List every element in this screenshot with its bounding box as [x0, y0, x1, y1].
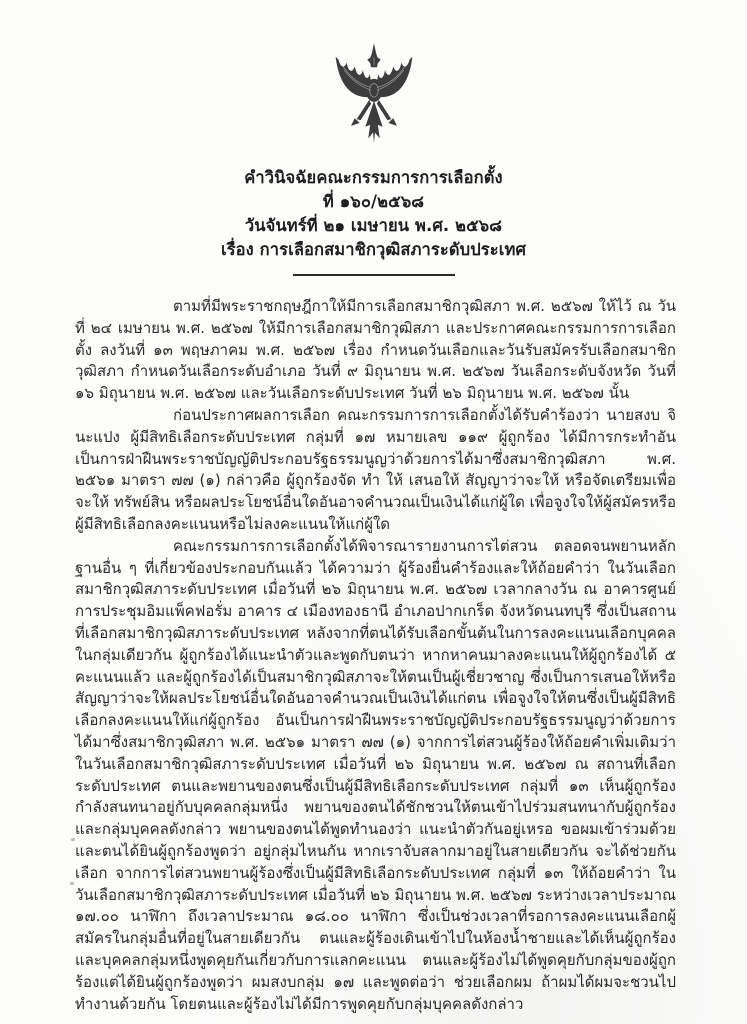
title-line-date: วันจันทร์ที่ ๒๑ เมษายน พ.ศ. ๒๕๖๘ — [244, 216, 503, 235]
scan-speck — [71, 838, 75, 841]
title-line-decision: คำวินิจฉัยคณะกรรมการการเลือกตั้ง — [244, 168, 503, 187]
paragraph-complaint: ก่อนประกาศผลการเลือก คณะกรรมการการเลือกตั้งได้รับคำร้องว่า นายสงบ จินะแปง ผู้มีสิทธิเลือกระดับประเทศ กลุ่มที่ ๑๗ หมายเลข ๑๑๙ ผู้ถูกร้อง ได้มีการกระทำอันเป็นการฝ่าฝืนพระราชบัญญัติประกอบรัฐธรรมนูญว่าด้วยการได้มาซึ่งสมาชิกวุฒิสภา พ.ศ. ๒๕๖๑ มาตรา ๗๗ (๑) กล่าวคือ ผู้ถูกร้องจัด ทำ ให้ เสนอให้ สัญญาว่าจะให้ หรือจัดเตรียมเพื่อจะให้ ทรัพย์สิน หรือผลประโยชน์อื่นใดอันอาจคำนวณเป็นเงินได้แก่ผู้ใด เพื่อจูงใจให้ผู้สมัครหรือผู้มีสิทธิเลือกลงคะแนนหรือไม่ลงคะแนนให้แก่ผู้ใด — [75, 405, 676, 533]
document-title-block — [0, 166, 747, 262]
garuda-emblem-icon — [326, 40, 422, 156]
document-body — [0, 276, 747, 1015]
title-line-number: ที่ ๑๖๐/๒๕๖๘ — [322, 192, 425, 211]
scan-speck — [70, 882, 74, 885]
paragraph-royal-decree: ตามที่มีพระราชกฤษฎีกาให้มีการเลือกสมาชิกวุฒิสภา พ.ศ. ๒๕๖๗ ให้ไว้ ณ วันที่ ๒๔ เมษายน พ.ศ. ๒๕๖๗ ให้มีการเลือกสมาชิกวุฒิสภา และประกาศคณะกรรมการการเลือกตั้ง ลงวันที่ ๑๓ พฤษภาคม พ.ศ. ๒๕๖๗ เรื่อง กำหนดวันเลือกและวันรับสมัครรับเลือกสมาชิกวุฒิสภา กำหนดวันเลือกระดับอำเภอ วันที่ ๙ มิถุนายน พ.ศ. ๒๕๖๗ วันเลือกระดับจังหวัด วันที่ ๑๖ มิถุนายน พ.ศ. ๒๕๖๗ และวันเลือกระดับประเทศ วันที่ ๒๖ มิถุนายน พ.ศ. ๒๕๖๗ นั้น — [75, 297, 676, 403]
paragraph-investigation: คณะกรรมการการเลือกตั้งได้พิจารณารายงานการไต่สวน ตลอดจนพยานหลักฐานอื่น ๆ ที่เกี่ยวข้องประกอบกันแล้ว ได้ความว่า ผู้ร้องยื่นคำร้องและให้ถ้อยคำว่า ในวันเลือกสมาชิกวุฒิสภาระดับประเทศ เมื่อวันที่ ๒๖ มิถุนายน พ.ศ. ๒๕๖๗ เวลากลางวัน ณ อาคารศูนย์การประชุมอิมแพ็คฟอรั่ม อาคาร ๔ เมืองทองธานี อำเภอปากเกร็ด จังหวัดนนทบุรี ซึ่งเป็นสถานที่เลือกสมาชิกวุฒิสภาระดับประเทศ หลังจากที่ตนได้รับเลือกขั้นต้นในการลงคะแนนเลือกบุคคลในกลุ่มเดียวกัน ผู้ถูกร้องได้แนะนำตัวและพูดกับตนว่า หากหาคนมาลงคะแนนให้ผู้ถูกร้องได้ ๕ คะแนนแล้ว และผู้ถูกร้องได้เป็นสมาชิกวุฒิสภาจะให้ตนเป็นผู้เชี่ยวชาญ ซึ่งเป็นการเสนอให้หรือสัญญาว่าจะให้ผลประโยชน์อื่นใดอันอาจคำนวณเป็นเงินได้แก่ตน เพื่อจูงใจให้ตนซึ่งเป็นผู้มีสิทธิเลือกลงคะแนนให้แก่ผู้ถูกร้อง อันเป็นการฝ่าฝืนพระราชบัญญัติประกอบรัฐธรรมนูญว่าด้วยการได้มาซึ่งสมาชิกวุฒิสภา พ.ศ. ๒๕๖๑ มาตรา ๗๗ (๑) จากการไต่สวนผู้ร้องให้ถ้อยคำเพิ่มเติมว่า ในวันเลือกสมาชิกวุฒิสภาระดับประเทศ เมื่อวันที่ ๒๖ มิถุนายน พ.ศ. ๒๕๖๗ ณ สถานที่เลือกระดับประเทศ ตนและพยานของตนซึ่งเป็นผู้มีสิทธิเลือกระดับประเทศ กลุ่มที่ ๑๓ เห็นผู้ถูกร้องกำลังสนทนาอยู่กับบุคคลกลุ่มหนึ่ง พยานของตนได้ชักชวนให้ตนเข้าไปร่วมสนทนากับผู้ถูกร้องและกลุ่มบุคคลดังกล่าว พยานของตนได้พูดทำนองว่า แนะนำตัวกันอยู่เหรอ ขอผมเข้าร่วมด้วย และตนได้ยินผู้ถูกร้องพูดว่า อยู่กลุ่มไหนกัน หากเราจับสลากมาอยู่ในสายเดียวกัน จะได้ช่วยกันเลือก จากการไต่สวนพยานผู้ร้องซึ่งเป็นผู้มีสิทธิเลือกระดับประเทศ กลุ่มที่ ๑๓ ให้ถ้อยคำว่า ในวันเลือกสมาชิกวุฒิสภาระดับประเทศ เมื่อวันที่ ๒๖ มิถุนายน พ.ศ. ๒๕๖๗ ระหว่างเวลาประมาณ ๑๗.๐๐ นาฬิกา ถึงเวลาประมาณ ๑๘.๐๐ นาฬิกา ซึ่งเป็นช่วงเวลาที่รอการลงคะแนนเลือกผู้สมัครในกลุ่มอื่นที่อยู่ในสายเดียวกัน ตนและผู้ร้องเดินเข้าไปในห้องน้ำชายและได้เห็นผู้ถูกร้องและบุคคลกลุ่มหนึ่งพูดคุยกันเกี่ยวกับการแลกคะแนน ตนและผู้ร้องไม่ได้พูดคุยกับกลุ่มของผู้ถูกร้องแต่ได้ยินผู้ถูกร้องพูดว่า ผมสงบกลุ่ม ๑๗ และพูดต่อว่า ช่วยเลือกผม ถ้าผมได้ผมจะชวนไปทำงานด้วยกัน โดยตนและผู้ร้องไม่ได้มีการพูดคุยกับกลุ่มบุคคลดังกล่าว — [75, 536, 676, 1013]
emblem-container — [0, 0, 747, 156]
title-line-subject: เรื่อง การเลือกสมาชิกวุฒิสภาระดับประเทศ — [220, 240, 527, 259]
